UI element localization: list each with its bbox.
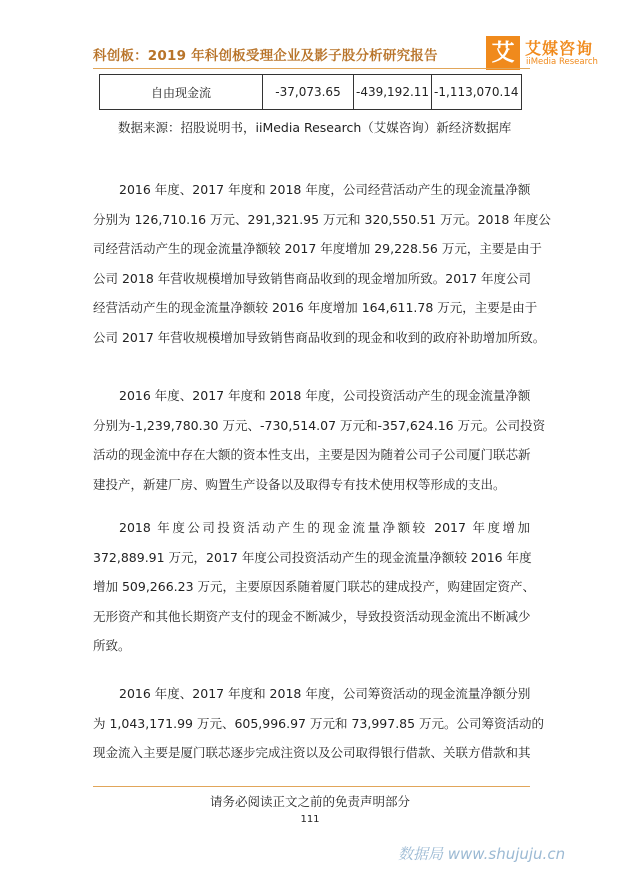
text-line: 无形资产和其他长期资产支付的现金不断减少，导致投资活动现金流出不断减少 — [93, 608, 531, 624]
footer-divider — [93, 786, 530, 787]
text-line: 经营活动产生的现金流量净额较 2016 年度增加 164,611.78 万元，主要是由于 — [93, 300, 538, 315]
text-line: 分别为 126,710.16 万元、291,321.95 万元和 320,550.51 万元。2018 年度公 — [93, 211, 551, 227]
paragraph-operating — [93, 175, 551, 352]
text-line: 2018 年度公司投资活动产生的现金流量净额较 2017 年度增加 — [119, 520, 530, 535]
disclaimer-note: 请务必阅读正文之前的免责声明部分 — [209, 794, 410, 809]
paragraph-investing — [93, 381, 546, 499]
data-source-note: 数据来源：招股说明书，iiMedia Research（艾媒咨询）新经济数据库 — [118, 120, 512, 135]
table-cell-label: 自由现金流 — [100, 75, 263, 110]
text-line: 2016 年度、2017 年度和 2018 年度，公司经营活动产生的现金流量净额 — [119, 182, 531, 197]
brand-logo — [486, 36, 614, 70]
logo-en-text: iiMedia Research — [526, 57, 598, 67]
table-cell-2018: -1,113,070.14 — [432, 75, 522, 110]
text-line: 建投产，新建厂房、购置生产设备以及取得专有技术使用权等形成的支出。 — [93, 476, 506, 492]
text-line: 公司 2017 年营收规模增加导致销售商品收到的现金和收到的政府补助增加所致。 — [93, 329, 546, 345]
cashflow-table — [99, 74, 522, 110]
text-line: 所致。 — [93, 638, 131, 653]
paragraph-financing — [93, 679, 545, 768]
table-row — [100, 75, 522, 110]
watermark: 数据局 www.shujuju.cn — [398, 845, 566, 863]
text-line: 分别为-1,239,780.30 万元、-730,514.07 万元和-357,624.16 万元。公司投资 — [93, 417, 546, 433]
text-line: 2016 年度、2017 年度和 2018 年度，公司筹资活动的现金流量净额分别 — [119, 686, 531, 701]
logo-mark: 艾 — [486, 36, 520, 70]
text-line: 增加 509,266.23 万元，主要原因系随着厦门联芯的建成投产，购建固定资产、 — [93, 579, 536, 594]
logo-cn-text: 艾媒咨询 — [525, 39, 594, 58]
table-cell-2017: -439,192.11 — [354, 75, 432, 110]
table-cell-2016: -37,073.65 — [263, 75, 354, 110]
header-title: 科创板：2019 年科创板受理企业及影子股分析研究报告 — [93, 48, 438, 64]
text-line: 司经营活动产生的现金流量净额较 2017 年度增加 29,228.56 万元，主要是由于 — [93, 241, 542, 256]
text-line: 活动的现金流中存在大额的资本性支出，主要是因为随着公司子公司厦门联芯新 — [93, 447, 531, 462]
text-line: 2016 年度、2017 年度和 2018 年度，公司投资活动产生的现金流量净额 — [119, 388, 531, 403]
page-number: 111 — [300, 814, 320, 825]
text-line: 现金流入主要是厦门联芯逐步完成注资以及公司取得银行借款、关联方借款和其 — [93, 745, 531, 760]
paragraph-investing-change — [93, 513, 536, 661]
text-line: 为 1,043,171.99 万元、605,996.97 万元和 73,997.85 万元。公司筹资活动的 — [93, 715, 545, 731]
text-line: 公司 2018 年营收规模增加导致销售商品收到的现金增加所致。2017 年度公司 — [93, 270, 532, 286]
text-line: 372,889.91 万元，2017 年度公司投资活动产生的现金流量净额较 2016 年度 — [93, 549, 532, 565]
header-divider — [93, 68, 530, 69]
